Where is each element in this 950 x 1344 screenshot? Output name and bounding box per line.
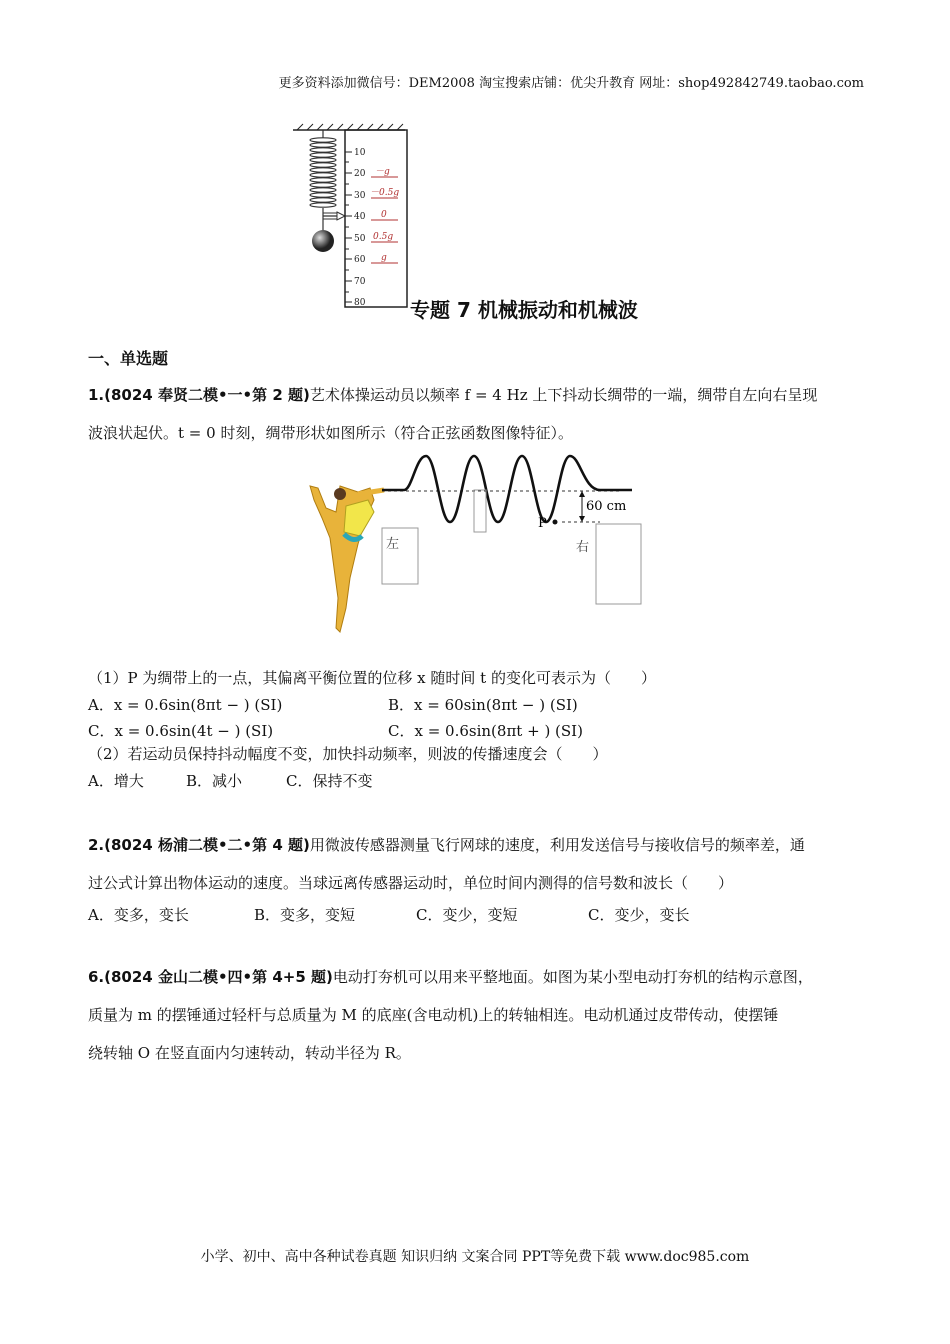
question-tag: 6.(8024 金山二模•四•第 4+5 题) [88, 968, 333, 986]
ruler-tick: 20 [354, 169, 366, 179]
spring-ruler-figure [285, 122, 415, 312]
ruler-tick: 80 [354, 298, 366, 308]
ruler-tick: 30 [354, 191, 366, 201]
ruler-tick: 50 [354, 234, 366, 244]
q1-sub2: （2）若运动员保持抖动幅度不变，加快抖动频率，则波的传播速度会（ ） [88, 745, 608, 763]
gymnast-wave-figure [300, 448, 645, 636]
accel-label: 0.5g [373, 232, 394, 242]
sub2-option-c: C．保持不变 [286, 772, 373, 790]
question-tag: 1.(8024 奉贤二模•一•第 2 题) [88, 386, 310, 404]
ruler-tick: 10 [354, 148, 366, 158]
option-c: C．x = 0.6sin(4t − ) (SI) [88, 722, 274, 740]
accel-label: g [381, 253, 387, 263]
option-b: B．x = 60sin(8πt − ) (SI) [388, 696, 578, 714]
ruler-tick: 40 [354, 212, 366, 222]
accel-label: －0.5g [370, 188, 400, 198]
point-p-label: P [538, 516, 547, 531]
q2-option-c: C．变少，变短 [416, 906, 518, 924]
page-footer: 小学、初中、高中各种试卷真题 知识归纳 文案合同 PPT等免费下载 www.doc985.com [200, 1249, 750, 1265]
sub2-option-a: A．增大 [88, 772, 144, 790]
accel-label: 0 [381, 210, 387, 220]
left-label: 左 [386, 537, 400, 552]
option-d: C．x = 0.6sin(8πt + ) (SI) [388, 722, 583, 740]
question-1: 1.(8024 奉贤二模•一•第 2 题)艺术体操运动员以频率 f = 4 Hz 上下抖动长绸带的一端，绸带自左向右呈现 波浪状起伏。t = 0 时刻，绸带形状如图所示（符合正弦函数图像特征）。 [88, 386, 818, 442]
section-heading: 一、单选题 [88, 349, 169, 368]
right-label: 右 [576, 540, 590, 555]
question-6: 6.(8024 金山二模•四•第 4+5 题)电动打夯机可以用来平整地面。如图为某小型电动打夯机的结构示意图， 质量为 m 的摆锤通过轻杆与总质量为 M 的底座(含电动机)上的转轴相连。电动机通过皮带传动，使摆锤 绕转轴 O 在竖直面内匀速转动，转动半径为 R。 [88, 968, 813, 1062]
q2-option-a: A．变多，变长 [88, 906, 189, 924]
option-a: A．x = 0.6sin(8πt − ) (SI) [88, 696, 283, 714]
sub2-option-b: B．减小 [186, 772, 243, 790]
ruler-tick: 70 [354, 277, 366, 287]
q2-option-d: C．变少，变长 [588, 906, 690, 924]
ruler-tick: 60 [354, 255, 366, 265]
question-2: 2.(8024 杨浦二模•二•第 4 题)用微波传感器测量飞行网球的速度，利用发送信号与接收信号的频率差，通 过公式计算出物体运动的速度。当球远离传感器运动时，单位时间内测得的信号数和波长（ ） [88, 836, 805, 892]
page-title: 专题 7 机械振动和机械波 [410, 298, 638, 322]
amplitude-label: 60 cm [586, 499, 627, 514]
q2-option-b: B．变多，变短 [254, 906, 356, 924]
q1-sub1: （1）P 为绸带上的一点，其偏离平衡位置的位移 x 随时间 t 的变化可表示为（ ） [88, 669, 656, 687]
page-header: 更多资料添加微信号：DEM2008 淘宝搜索店铺：优尖升教育 网址：shop492842749.taobao.com [278, 76, 864, 91]
question-tag: 2.(8024 杨浦二模•二•第 4 题) [88, 836, 310, 854]
accel-label: －g [375, 167, 390, 177]
gymnast-icon [310, 486, 384, 632]
